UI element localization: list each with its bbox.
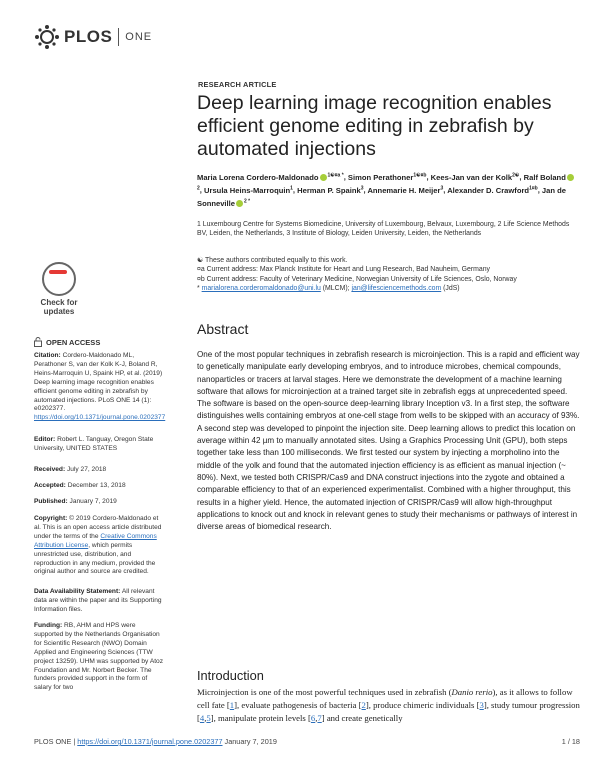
affiliations: 1 Luxembourg Centre for Systems Biomedicine, University of Luxembourg, Belvaux, Luxembourg, 2 Life Science Methods BV, Leiden, the Netherlands, 3 Institute of Biology, Leiden University, Leiden, the Netherlands	[197, 221, 570, 238]
accepted-text: December 13, 2018	[65, 482, 126, 489]
species-name: Danio rerio	[451, 687, 493, 697]
brand-name: PLOS	[64, 27, 113, 46]
email-link-2[interactable]: jan@lifesciencemethods.com	[351, 285, 442, 293]
editor-text: Robert L. Tanguay, Oregon State University, UNITED STATES	[34, 436, 154, 452]
published-block	[34, 498, 166, 507]
ref-link[interactable]: 6	[310, 712, 316, 723]
ref-link[interactable]: 1	[229, 699, 235, 710]
orcid-icon[interactable]	[567, 174, 574, 181]
data-availability-block	[34, 588, 166, 615]
check-updates-icon	[42, 262, 76, 296]
article-type: RESEARCH ARTICLE	[198, 80, 277, 89]
author[interactable]: Alexander D. Crawford$^{1¤b}$	[447, 185, 538, 195]
author[interactable]: Ralf Boland$^2$	[197, 173, 575, 195]
journal-name: ONE	[125, 31, 153, 43]
citation-text: Cordero-Maldonado ML, Perathoner S, van der Kolk K-J, Boland R, Heins-Marroquin U, Spaink HP, et al. (2019) Deep learning image recognition enables efficient genome editing in zebrafish by automated injections. PLoS ONE 14 (1): e0202377.	[34, 352, 163, 413]
editor-label: Editor:	[34, 436, 56, 443]
check-updates-line2: updates	[43, 307, 75, 316]
copyright-block	[34, 515, 166, 577]
open-access-text: OPEN ACCESS	[46, 337, 101, 347]
citation-block	[34, 352, 166, 423]
author[interactable]: Maria Lorena Cordero-Maldonado $^{1☯¤a *}$	[197, 172, 344, 182]
received-label: Received:	[34, 466, 66, 473]
corresponding-emails: * marialorena.corderomaldonado@uni.lu (MLCM); jan@lifesciencemethods.com (JdS)	[197, 285, 460, 293]
data-availability-label: Data Availability Statement:	[34, 588, 121, 595]
published-label: Published:	[34, 498, 68, 505]
check-for-updates-badge[interactable]	[34, 262, 84, 316]
abstract-text: One of the most popular techniques in zebrafish research is microinjection. This is a rapid and efficient way to genetically manipulate early developing embryos, and to introduce microbes, chemical compounds, nanoparticles or tracers at larval stages. Here we demonstrate the development of a machine learning software that allows for microinjection at a trained target site in zebrafish eggs at unprecedented speed. The software is based on the open-source deep-learning library Inception v3. In a first step, the software distinguishes wells containing embryos at one-cell stage from wells to be skipped with an accuracy of 93%. A second step was developed to pinpoint the injection site. Deep learning allows to predict this location on average within 42 µm to manually annotated sites. Using a Graphics Processing Unit (GPU), both steps together take less than 100 milliseconds. We first tested our system by injecting a morpholino into the middle of the yolk and found that the automated injection efficiency is as efficient as manual injection (~ 80%). Next, we tested both CRISPR/Cas9 and DNA construct injections into the zygote and obtained a comparable efficiency to that of an experienced experimentalist. Combined with a higher throughput, this results in a higher yield. Hence, the automated injection of CRISPR/Cas9 will allow high-throughput applications to knock out and knock in relevant genes to study their mechanisms or pathways of interest in diverse areas of biomedical research.	[197, 350, 580, 532]
funding-text: RB, AHM and HPS were supported by the Netherlands Organisation for Scientific Research (NWO) Domain Applied and Engineering Sciences (TTW project 13259). UHM was supported by Atoz Foundation and Mr. Norbert Becker. The funders provided support in the form of salary for two	[34, 622, 164, 692]
open-lock-icon	[34, 337, 42, 347]
citation-label: Citation:	[34, 352, 61, 359]
plos-logo[interactable]	[34, 24, 152, 50]
plos-dots-icon	[34, 24, 60, 50]
citation-doi-link[interactable]: https://doi.org/10.1371/journal.pone.0202377	[34, 414, 166, 422]
footer-doi-link[interactable]: https://doi.org/10.1371/journal.pone.0202377	[77, 737, 223, 746]
author[interactable]: Ursula Heins-Marroquin$^1$	[204, 185, 293, 195]
copyright-text: © 2019 Cordero-Maldonado et al. This is an open access article distributed under the terms of the	[34, 515, 162, 540]
received-block	[34, 466, 166, 475]
orcid-icon[interactable]	[236, 200, 243, 207]
funding-label: Funding:	[34, 622, 63, 629]
page-number: 1 / 18	[561, 737, 580, 746]
published-text: January 7, 2019	[67, 498, 117, 505]
funding-block	[34, 622, 166, 693]
accepted-block	[34, 482, 166, 491]
footer-journal: PLOS ONE	[34, 737, 72, 746]
logo-divider	[118, 28, 119, 46]
article-title: Deep learning image recognition enables efficient genome editing in zebrafish by automated injections	[197, 92, 552, 160]
introduction-heading: Introduction	[197, 668, 264, 683]
ref-link[interactable]: 4	[199, 712, 205, 723]
current-address-b: ¤b Current address: Faculty of Veterinary Medicine, Norwegian University of Life Sciences, Oslo, Norway	[197, 275, 517, 283]
author[interactable]: Jan de Sonneville $^{2 *}$	[197, 185, 566, 208]
author-notes	[197, 256, 577, 294]
copyright-tail: , which permits unrestricted use, distribution, and reproduction in any medium, provided the original author and source are credited.	[34, 541, 156, 576]
ref-link[interactable]: 5	[206, 712, 211, 723]
cc-license-link[interactable]: Creative Commons Attribution License	[34, 532, 157, 549]
orcid-icon[interactable]	[320, 174, 327, 181]
equal-contribution-note: ☯ These authors contributed equally to this work.	[197, 257, 348, 264]
page-footer: PLOS ONE | https://doi.org/10.1371/journal.pone.0202377 January 7, 2019 1 / 18	[34, 737, 580, 746]
ref-link[interactable]: 2	[361, 699, 366, 710]
current-address-a: ¤a Current address: Max Planck Institute for Heart and Lung Research, Bad Nauheim, Germany	[197, 266, 490, 274]
author-list: Maria Lorena Cordero-Maldonado $^{1☯¤a *}$, Simon Perathoner$^{1☯¤b}$, Kees-Jan van der Kolk$^{2☯}$, Ralf Boland$^2$, Ursula Heins-Marroquin$^1$, Herman P. Spaink$^3$, Annemarie H. Meijer$^3$, Alexander D. Crawford$^{1¤b}$, Jan de Sonneville $^{2 *}$	[197, 170, 577, 209]
data-availability-text: All relevant data are within the paper and its Supporting Information files.	[34, 588, 162, 613]
copyright-label: Copyright:	[34, 515, 68, 522]
author[interactable]: Herman P. Spaink$^3$	[297, 185, 364, 195]
author[interactable]: Kees-Jan van der Kolk$^{2☯}$	[430, 172, 520, 182]
accepted-label: Accepted:	[34, 482, 66, 489]
check-updates-line1: Check for	[40, 298, 78, 307]
email-link-1[interactable]: marialorena.corderomaldonado@uni.lu	[201, 285, 321, 293]
author[interactable]: Annemarie H. Meijer$^3$	[367, 185, 444, 195]
open-access-label	[34, 337, 100, 347]
abstract-heading: Abstract	[197, 321, 249, 337]
author[interactable]: Simon Perathoner$^{1☯¤b}$	[347, 172, 427, 182]
introduction-text: Microinjection is one of the most powerful techniques used in zebrafish (Danio rerio), as it allows to follow cell fate [1], evaluate pathogenesis of bacteria [2], produce chimeric individuals [3], study tumour progression [4,5], manipulate protein levels [6,7] and create genetically	[197, 687, 580, 723]
footer-date: January 7, 2019	[222, 737, 277, 746]
received-text: July 27, 2018	[65, 466, 107, 473]
ref-link[interactable]: 7	[317, 712, 322, 723]
editor-block	[34, 436, 166, 454]
ref-link[interactable]: 3	[479, 699, 484, 710]
